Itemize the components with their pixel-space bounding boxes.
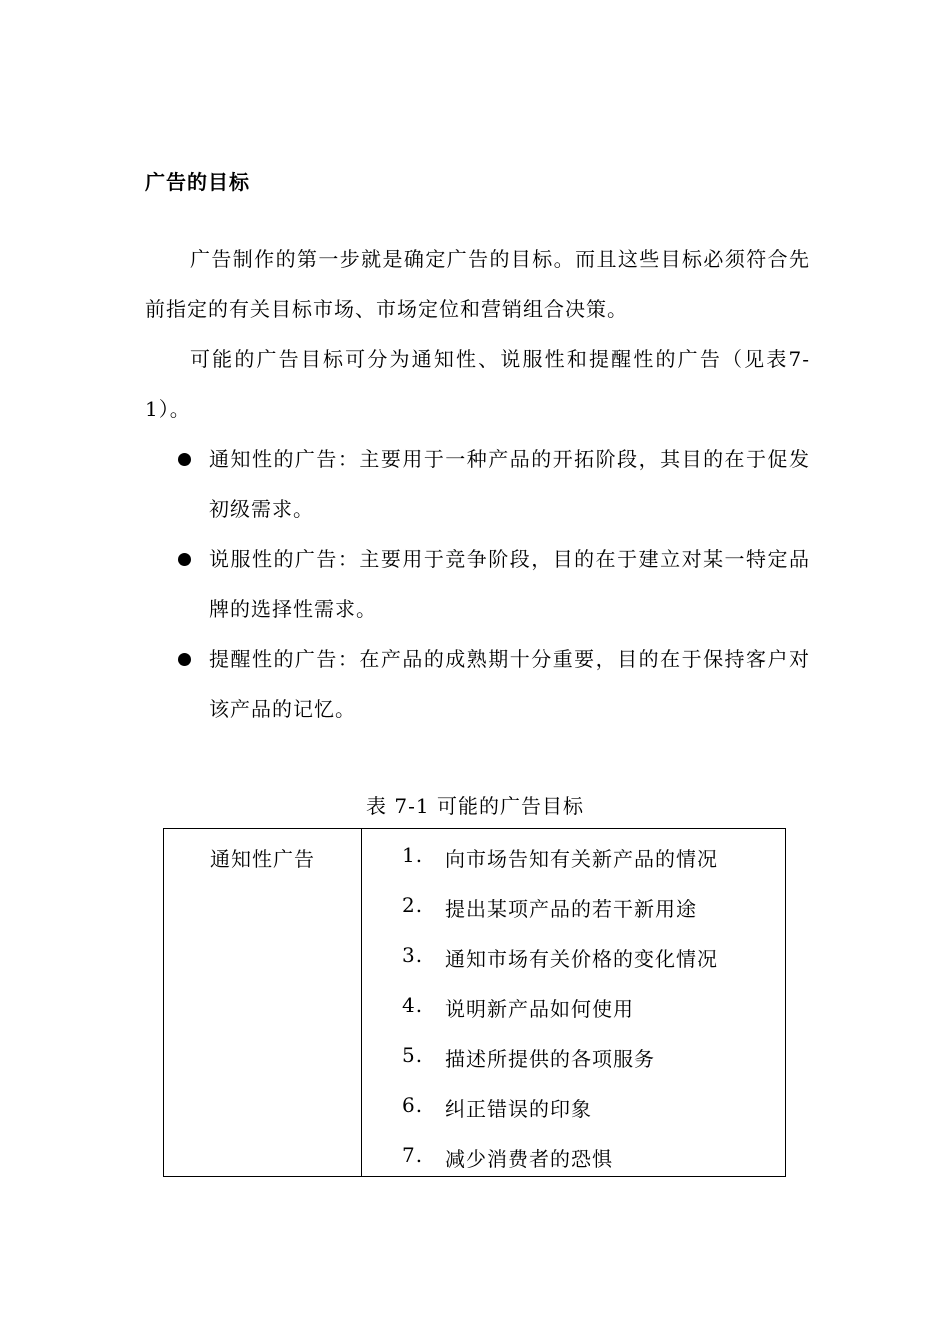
item-text: 说明新产品如何使用 — [445, 997, 634, 1021]
table-row — [362, 1029, 785, 1079]
table-row — [362, 929, 785, 979]
item-text: 提出某项产品的若干新用途 — [445, 897, 697, 921]
bullet-dot-icon — [178, 453, 191, 466]
item-text: 通知市场有关价格的变化情况 — [445, 947, 718, 971]
bullet-dot-icon — [178, 653, 191, 666]
item-number: 4. — [402, 993, 424, 1017]
bullet-text: 通知性的广告：主要用于一种产品的开拓阶段，其目的在于促发初级需求。 — [209, 447, 810, 521]
item-number: 2. — [402, 893, 424, 917]
table-row — [362, 979, 785, 1029]
paragraph-intro: 广告制作的第一步就是确定广告的目标。而且这些目标必须符合先前指定的有关目标市场、市场定位和营销组合决策。 — [145, 247, 810, 321]
table-row — [362, 879, 785, 929]
bullet-text: 提醒性的广告：在产品的成熟期十分重要，目的在于保持客户对该产品的记忆。 — [209, 647, 810, 721]
bullet-text: 说服性的广告：主要用于竞争阶段，目的在于建立对某一特定品牌的选择性需求。 — [209, 547, 810, 621]
table-row — [362, 1079, 785, 1129]
item-text: 向市场告知有关新产品的情况 — [445, 847, 718, 871]
table-row — [362, 1129, 785, 1179]
item-number: 6. — [402, 1093, 424, 1117]
table-item-list — [362, 829, 785, 1179]
section-heading: 广告的目标 — [145, 170, 250, 194]
item-text: 描述所提供的各项服务 — [445, 1047, 655, 1071]
item-number: 1. — [402, 843, 424, 867]
item-text: 纠正错误的印象 — [445, 1097, 592, 1121]
paragraph-objectives: 可能的广告目标可分为通知性、说服性和提醒性的广告（见表7-1）。 — [145, 347, 810, 421]
item-number: 3. — [402, 943, 424, 967]
table-row — [362, 829, 785, 879]
item-number: 7. — [402, 1143, 424, 1167]
table-category-cell: 通知性广告 — [210, 847, 315, 871]
item-number: 5. — [402, 1043, 424, 1067]
item-text: 减少消费者的恐惧 — [445, 1147, 613, 1171]
bullet-dot-icon — [178, 553, 191, 566]
objectives-table — [163, 828, 786, 1177]
table-caption: 表 7-1 可能的广告目标 — [366, 794, 584, 818]
